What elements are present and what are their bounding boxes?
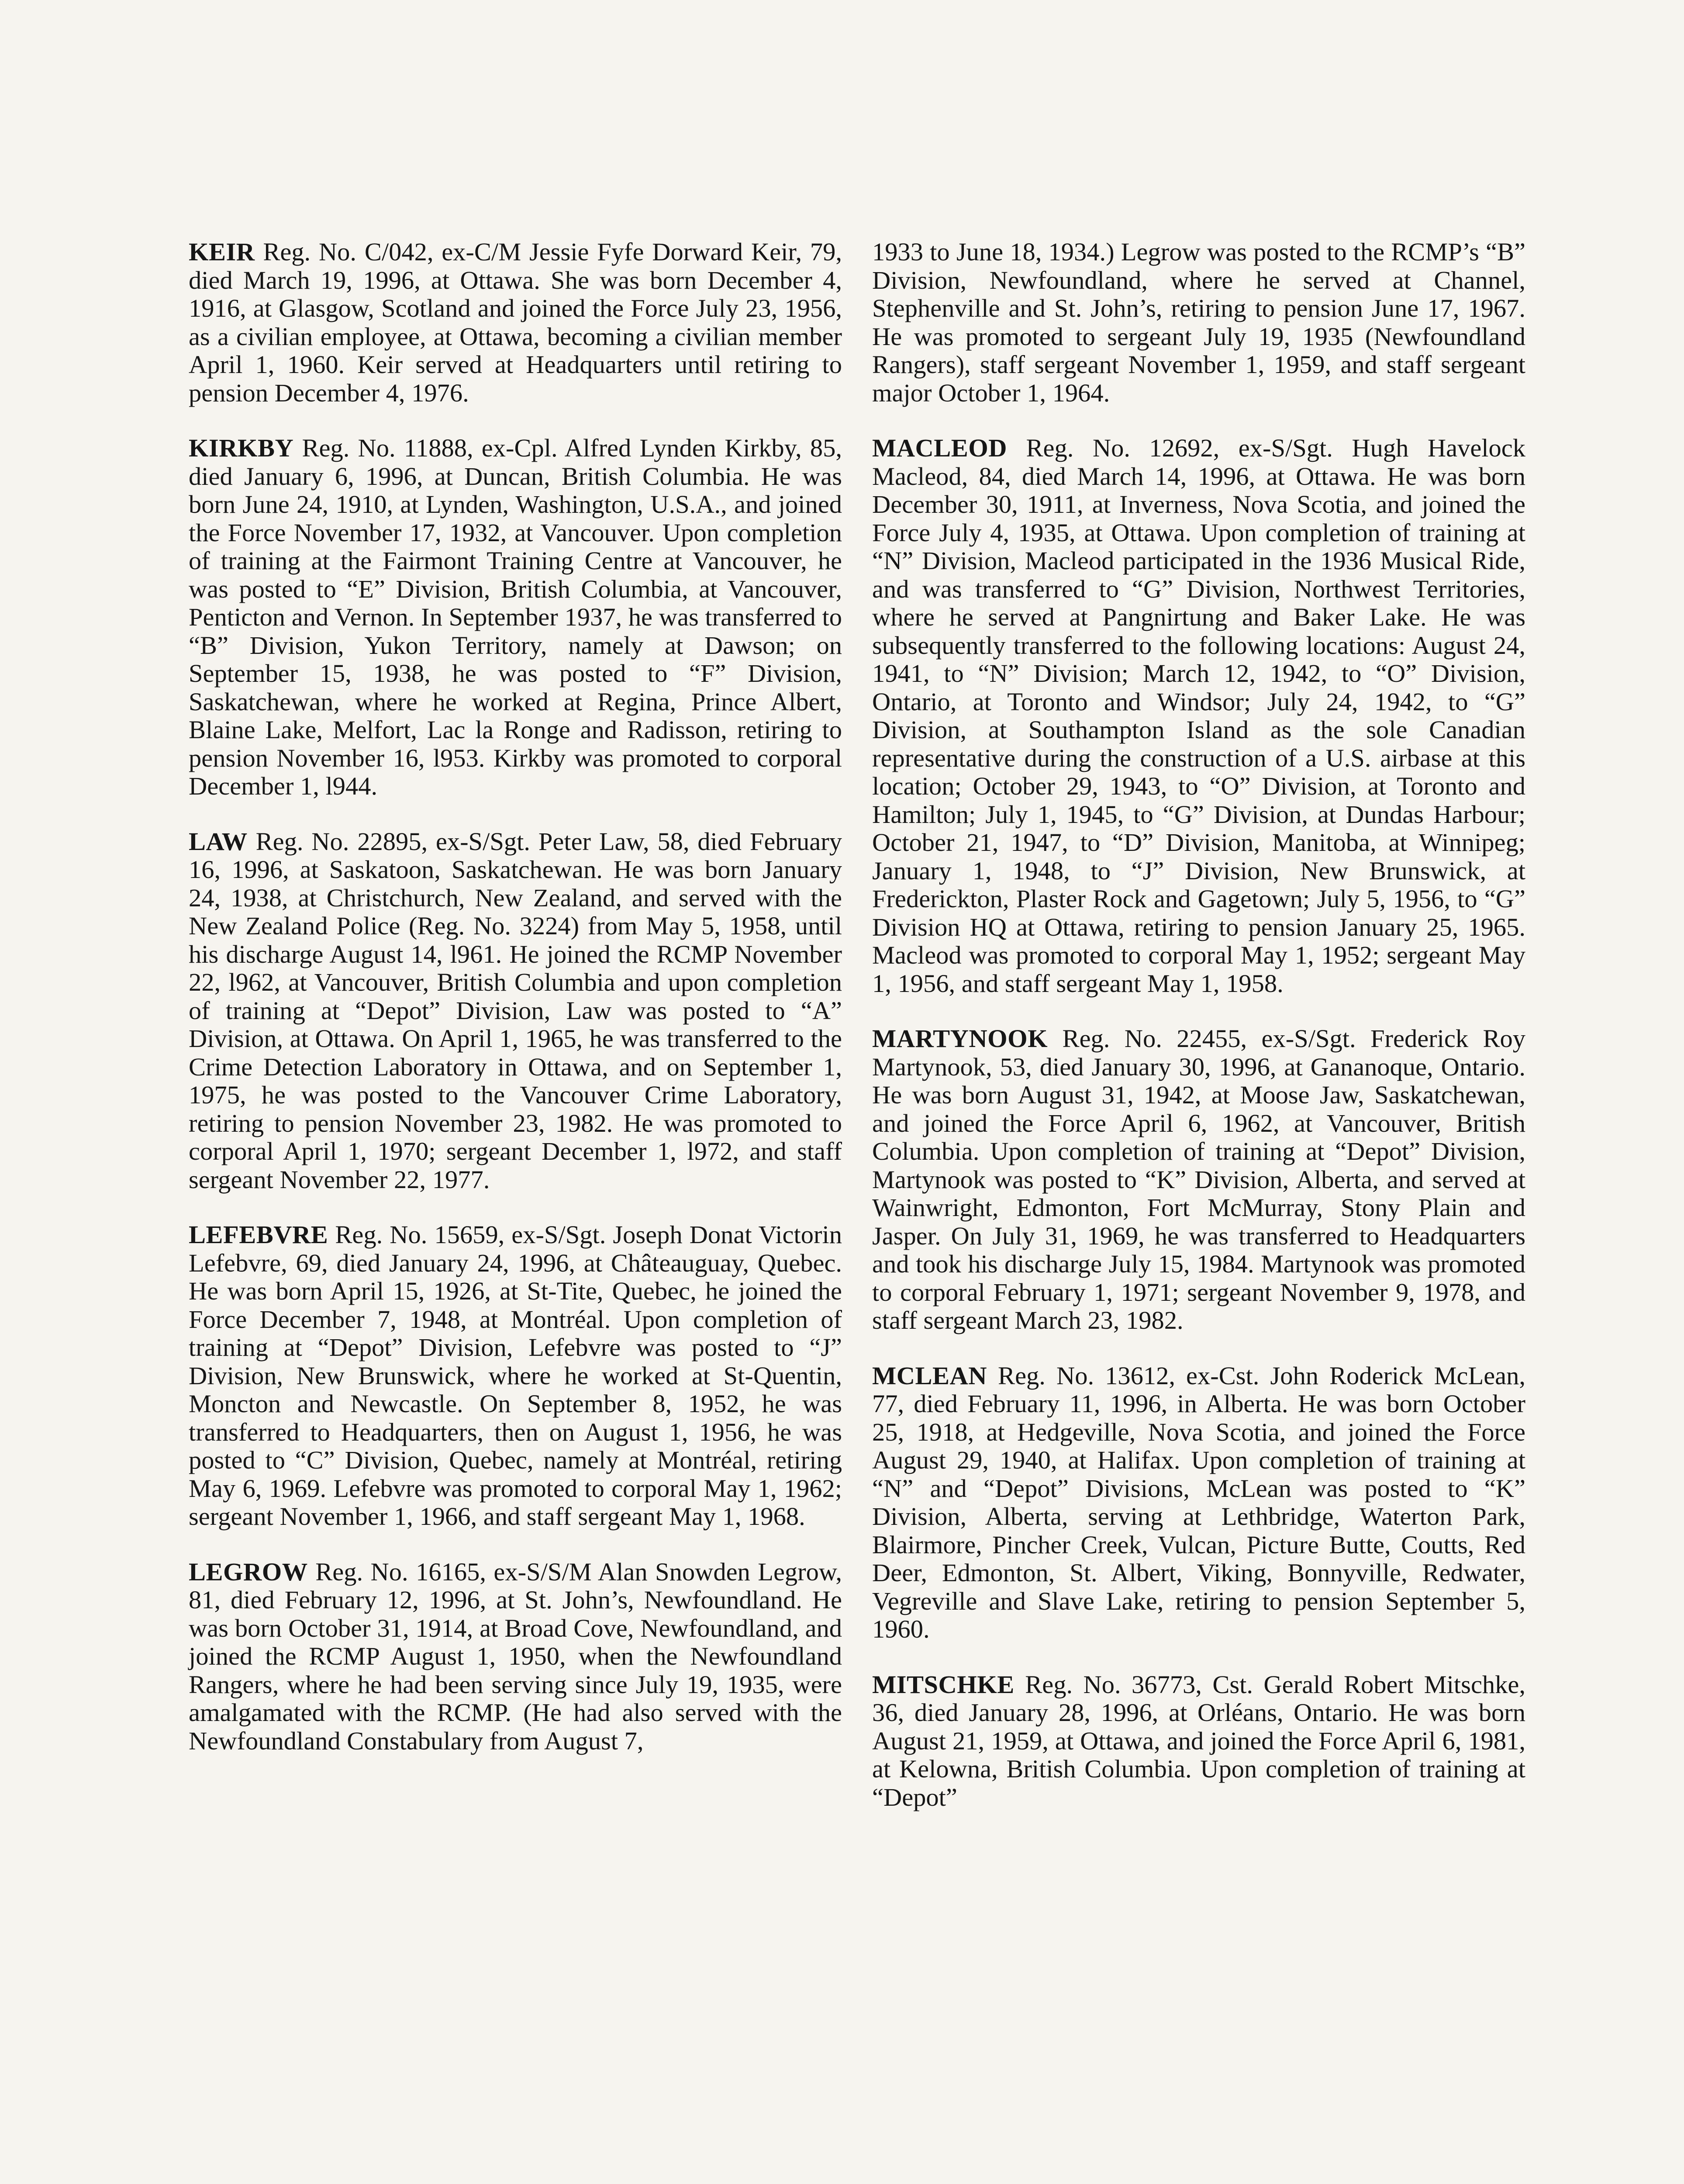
obituary-surname: KIRKBY bbox=[189, 434, 294, 462]
obituary-entry bbox=[189, 238, 842, 407]
obituary-entry bbox=[189, 1221, 842, 1531]
obituary-text: Reg. No. 15659, ex-S/Sgt. Joseph Donat Victorin Lefebvre, 69, died January 24, 1996, at Châteauguay, Quebec. He was born April 15, 1926, at St-Tite, Quebec, he joined the Force December 7, 1948, at Montréal. Upon completion of training at “Depot” Division, Lefebvre was posted to “J” Division, New Brunswick, where he worked at St-Quentin, Moncton and Newcastle. On September 8, 1952, he was transferred to Headquarters, then on August 1, 1956, he was posted to “C” Division, Quebec, namely at Montréal, retiring May 6, 1969. Lefebvre was promoted to corporal May 1, 1962; sergeant November 1, 1966, and staff sergeant May 1, 1968. bbox=[189, 1220, 842, 1531]
obituary-surname: MITSCHKE bbox=[872, 1670, 1015, 1699]
obituary-text: Reg. No. 16165, ex-S/S/M Alan Snowden Legrow, 81, died February 12, 1996, at St. John’s, Newfoundland. He was born October 31, 1914, at Broad Cove, Newfoundland, and joined the RCMP August 1, 1950, when the Newfoundland Rangers, where he had been serving since July 19, 1935, were amalgamated with the RCMP. (He had also served with the Newfoundland Constabulary from August 7, bbox=[189, 1557, 842, 1755]
left-column bbox=[189, 238, 842, 1755]
obituary-text: Reg. No. 22455, ex-S/Sgt. Frederick Roy Martynook, 53, died January 30, 1996, at Gananoque, Ontario. He was born August 31, 1942, at Moose Jaw, Saskatchewan, and joined the Force April 6, 1962, at Vancouver, British Columbia. Upon completion of training at “Depot” Division, Martynook was posted to “K” Division, Alberta, and served at Wainwright, Edmonton, Fort McMurray, Stony Plain and Jasper. On July 31, 1969, he was transferred to Headquarters and took his discharge July 15, 1984. Martynook was promoted to corporal February 1, 1971; sergeant November 9, 1978, and staff sergeant March 23, 1982. bbox=[872, 1024, 1525, 1334]
obituary-entry bbox=[872, 434, 1525, 998]
obituary-surname: KEIR bbox=[189, 238, 255, 266]
obituary-entry bbox=[189, 1558, 842, 1755]
obituary-entry bbox=[872, 1362, 1525, 1644]
obituary-surname: LAW bbox=[189, 827, 248, 856]
obituary-surname: MACLEOD bbox=[872, 434, 1007, 462]
obituary-surname: LEGROW bbox=[189, 1557, 308, 1586]
obituary-surname: MCLEAN bbox=[872, 1361, 987, 1390]
obituary-continuation bbox=[872, 238, 1525, 407]
obituary-surname: LEFEBVRE bbox=[189, 1220, 328, 1249]
obituary-surname: MARTYNOOK bbox=[872, 1024, 1048, 1053]
obituary-entry bbox=[189, 828, 842, 1194]
obituary-text: Reg. No. C/042, ex-C/M Jessie Fyfe Dorward Keir, 79, died March 19, 1996, at Ottawa. She was born December 4, 1916, at Glasgow, Scotland and joined the Force July 23, 1956, as a civilian employee, at Ottawa, becoming a civilian member April 1, 1960. Keir served at Headquarters until retiring to pension December 4, 1976. bbox=[189, 238, 842, 407]
obituary-entry bbox=[872, 1671, 1525, 1812]
obituary-text: Reg. No. 11888, ex-Cpl. Alfred Lynden Kirkby, 85, died January 6, 1996, at Duncan, British Columbia. He was born June 24, 1910, at Lynden, Washington, U.S.A., and joined the Force November 17, 1932, at Vancouver. Upon completion of training at the Fairmont Training Centre at Vancouver, he was posted to “E” Division, British Columbia, at Vancouver, Penticton and Vernon. In September 1937, he was transferred to “B” Division, Yukon Territory, namely at Dawson; on September 15, 1938, he was posted to “F” Division, Saskatchewan, where he worked at Regina, Prince Albert, Blaine Lake, Melfort, Lac la Ronge and Radisson, retiring to pension November 16, l953. Kirkby was promoted to corporal December 1, l944. bbox=[189, 434, 842, 800]
obituary-entry bbox=[189, 434, 842, 801]
obituary-text: Reg. No. 12692, ex-S/Sgt. Hugh Havelock Macleod, 84, died March 14, 1996, at Ottawa. He was born December 30, 1911, at Inverness, Nova Scotia, and joined the Force July 4, 1935, at Ottawa. Upon completion of training at “N” Division, Macleod participated in the 1936 Musical Ride, and was transferred to “G” Division, Northwest Territories, where he served at Pangnirtung and Baker Lake. He was subsequently transferred to the following locations: August 24, 1941, to “N” Division; March 12, 1942, to “O” Division, Ontario, at Toronto and Windsor; July 24, 1942, to “G” Division, at Southampton Island as the sole Canadian representative during the construction of a U.S. airbase at this location; October 29, 1943, to “O” Division, at Toronto and Hamilton; July 1, 1945, to “G” Division, at Dundas Harbour; October 21, 1947, to “D” Division, Manitoba, at Winnipeg; January 1, 1948, to “J” Division, New Brunswick, at Frederickton, Plaster Rock and Gagetown; July 5, 1956, to “G” Division HQ at Ottawa, retiring to pension January 25, 1965. Macleod was promoted to corporal May 1, 1952; sergeant May 1, 1956, and staff sergeant May 1, 1958. bbox=[872, 434, 1525, 998]
obituary-text: Reg. No. 22895, ex-S/Sgt. Peter Law, 58, died February 16, 1996, at Saskatoon, Saskatchewan. He was born January 24, 1938, at Christchurch, New Zealand, and served with the New Zealand Police (Reg. No. 3224) from May 5, 1958, until his discharge August 14, l961. He joined the RCMP November 22, l962, at Vancouver, British Columbia and upon completion of training at “Depot” Division, Law was posted to “A” Division, at Ottawa. On April 1, 1965, he was transferred to the Crime Detection Laboratory in Ottawa, and on September 1, 1975, he was posted to the Vancouver Crime Laboratory, retiring to pension November 23, 1982. He was promoted to corporal April 1, 1970; sergeant December 1, l972, and staff sergeant November 22, 1977. bbox=[189, 827, 842, 1194]
obituary-text: 1933 to June 18, 1934.) Legrow was posted to the RCMP’s “B” Division, Newfoundland, where he served at Channel, Stephenville and St. John’s, retiring to pension June 17, 1967. He was promoted to sergeant July 19, 1935 (Newfoundland Rangers), staff sergeant November 1, 1959, and staff sergeant major October 1, 1964. bbox=[872, 238, 1525, 407]
obituary-entry bbox=[872, 1025, 1525, 1335]
obituary-text: Reg. No. 13612, ex-Cst. John Roderick McLean, 77, died February 11, 1996, in Alberta. He was born October 25, 1918, at Hedgeville, Nova Scotia, and joined the Force August 29, 1940, at Halifax. Upon completion of training at “N” and “Depot” Divisions, McLean was posted to “K” Division, Alberta, serving at Lethbridge, Waterton Park, Blairmore, Pincher Creek, Vulcan, Picture Butte, Coutts, Red Deer, Edmonton, St. Albert, Viking, Bonnyville, Redwater, Vegreville and Slave Lake, retiring to pension September 5, 1960. bbox=[872, 1361, 1525, 1643]
right-column bbox=[872, 238, 1525, 1811]
obituary-text: Reg. No. 36773, Cst. Gerald Robert Mitschke, 36, died January 28, 1996, at Orléans, Ontario. He was born August 21, 1959, at Ottawa, and joined the Force April 6, 1981, at Kelowna, British Columbia. Upon completion of training at “Depot” bbox=[872, 1670, 1525, 1811]
